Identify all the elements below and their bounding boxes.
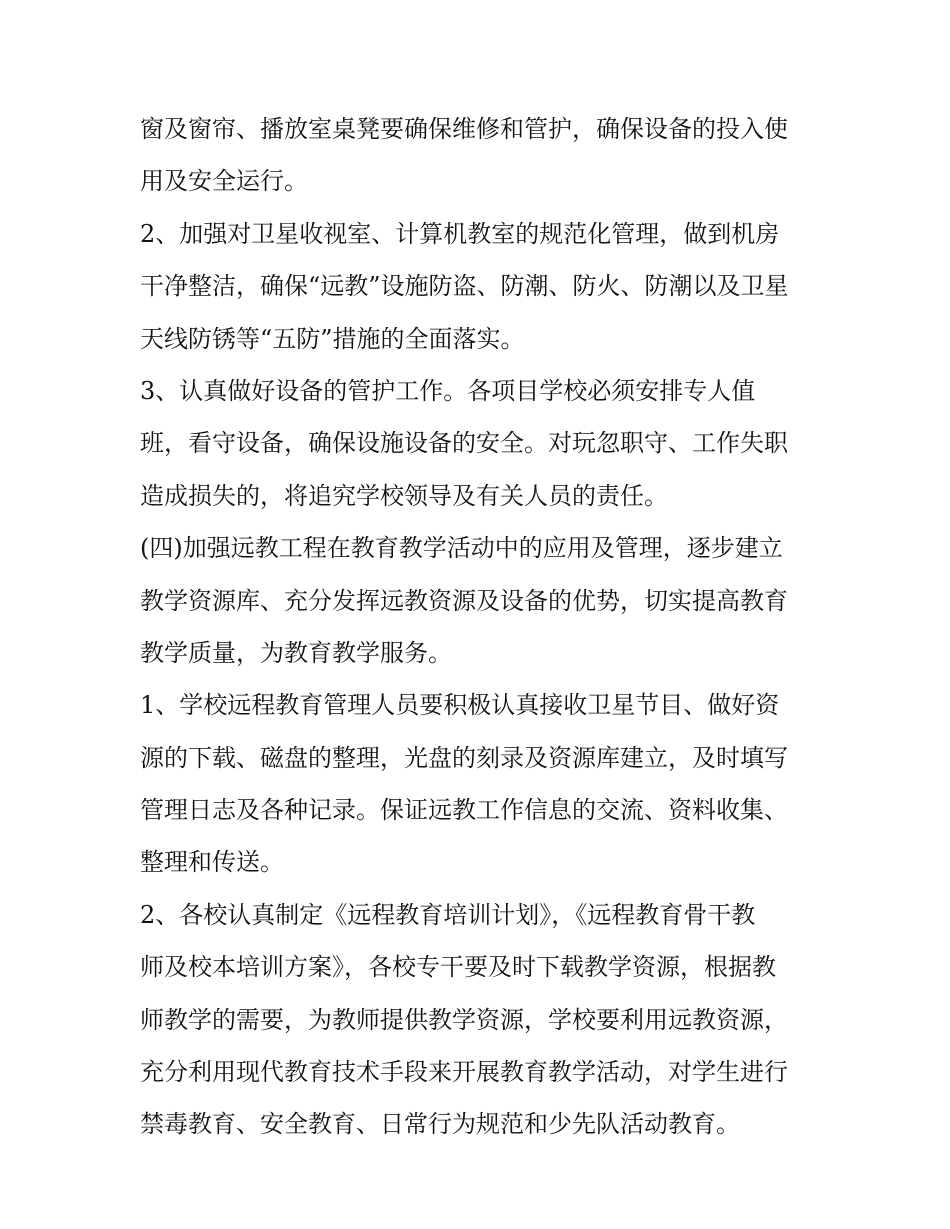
text-line: 2、各校认真制定《远程教育培训计划》，《远程教育骨干教 (140, 900, 756, 929)
text-line: 禁毒教育、安全教育、日常行为规范和少先队活动教育。 (140, 1110, 740, 1139)
text-line: 管理日志及各种记录。保证远教工作信息的交流、资料收集、 (140, 796, 788, 825)
text-line: 教学资源库、充分发挥远教资源及设备的优势，切实提高教育 (140, 586, 788, 615)
text-line: 源的下载、磁盘的整理，光盘的刻录及资源库建立，及时填写 (140, 743, 788, 772)
text-line: 2、加强对卫星收视室、计算机教室的规范化管理，做到机房 (140, 219, 780, 248)
text-line: 用及安全运行。 (140, 167, 308, 196)
text-line: 1、学校远程教育管理人员要积极认真接收卫星节目、做好资 (140, 691, 780, 720)
text-line: 充分利用现代教育技术手段来开展教育教学活动，对学生进行 (140, 1058, 788, 1087)
text-line: (四)加强远教工程在教育教学活动中的应用及管理，逐步建立 (140, 534, 783, 563)
text-line: 整理和传送。 (140, 848, 284, 877)
text-line: 干净整洁，确保“远教”设施防盗、防潮、防火、防潮以及卫星 (140, 272, 789, 301)
text-line: 师及校本培训方案》，各校专干要及时下载教学资源，根据教 (140, 953, 776, 982)
text-line: 教学质量，为教育教学服务。 (140, 638, 452, 667)
document-body (140, 103, 820, 1151)
text-line: 窗及窗帘、播放室桌凳要确保维修和管护，确保设备的投入使 (140, 115, 788, 143)
text-line: 造成损失的，将追究学校领导及有关人员的责任。 (140, 481, 668, 510)
text-line: 3、认真做好设备的管护工作。各项目学校必须安排专人值 (140, 376, 756, 405)
text-line: 天线防锈等“五防”措施的全面落实。 (140, 324, 525, 353)
text-line: 师教学的需要，为教师提供教学资源，学校要利用远教资源， (140, 1005, 788, 1034)
text-line: 班，看守设备，确保设施设备的安全。对玩忽职守、工作失职 (140, 429, 788, 458)
